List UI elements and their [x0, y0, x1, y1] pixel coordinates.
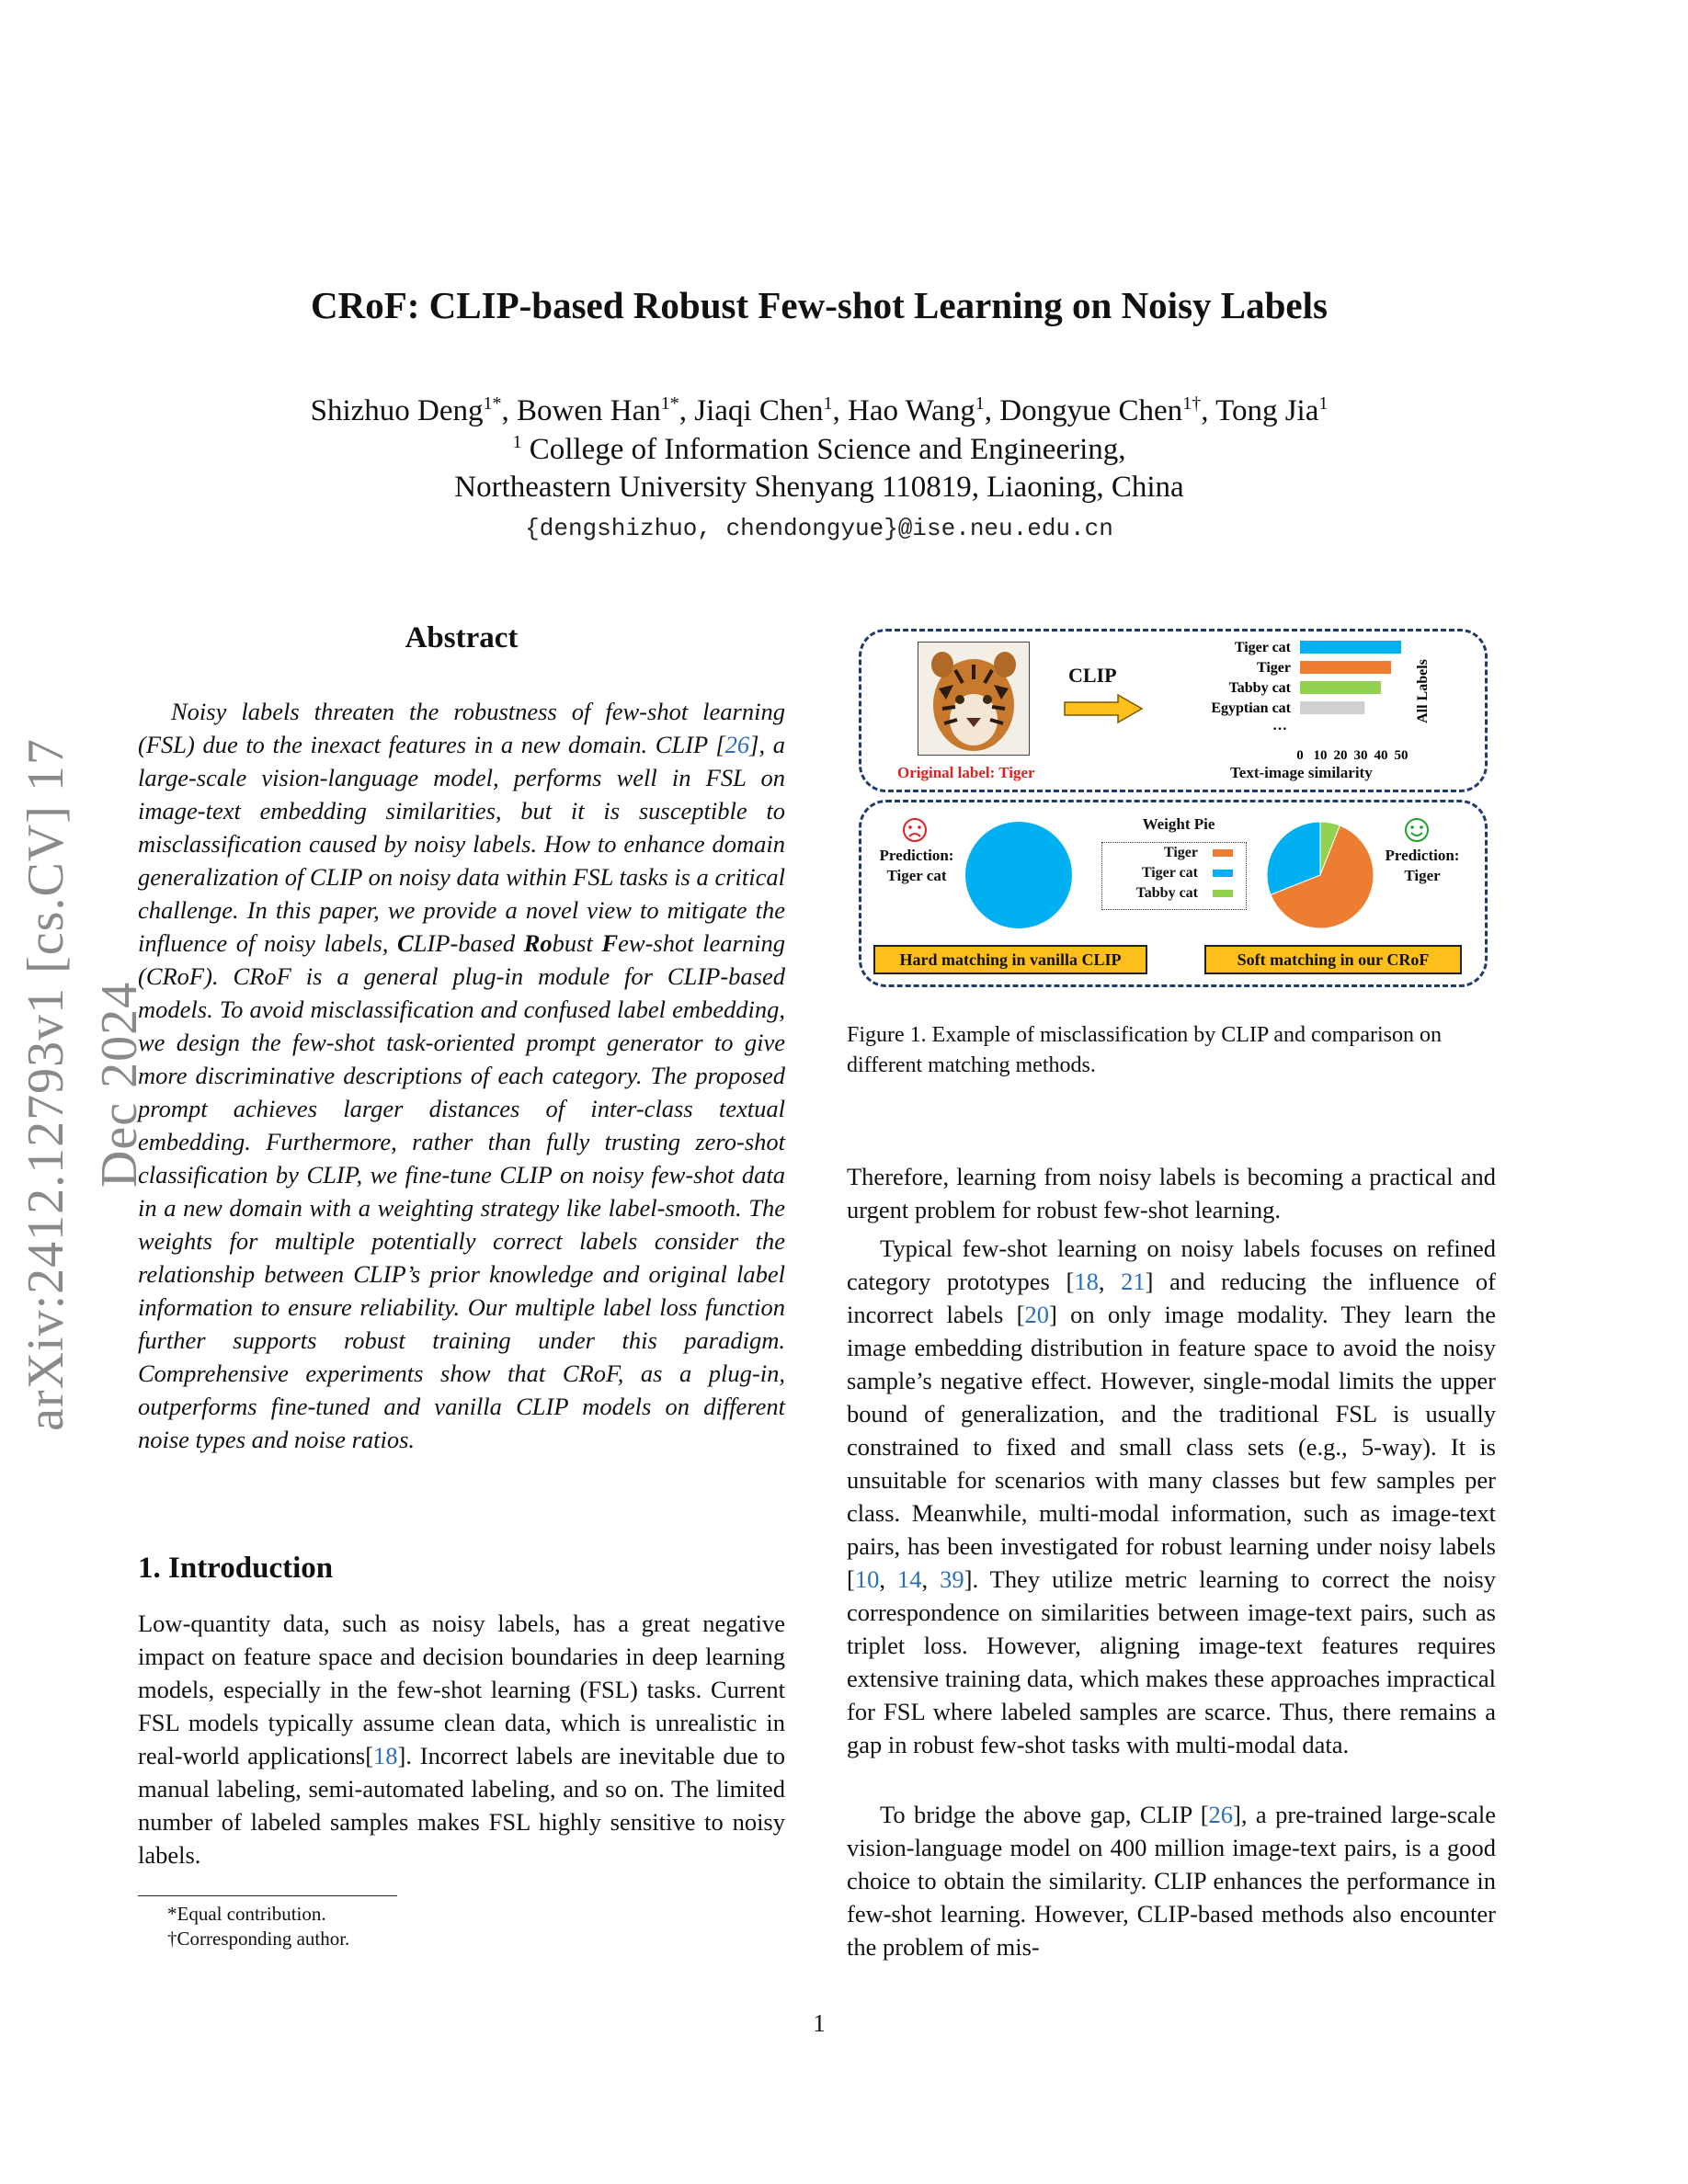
citation-link[interactable]: 26 — [724, 731, 750, 758]
figure-1-caption: Figure 1. Example of misclassification by CLIP and comparison on different matching methods. — [847, 1023, 1442, 1077]
bar-tick-label: 20 — [1333, 748, 1348, 763]
prediction-left — [872, 846, 962, 886]
bar-category-label: Egyptian cat — [1211, 700, 1291, 716]
bar-tick-label: 10 — [1313, 748, 1328, 763]
soft-matching-label: Soft matching in our CRoF — [1204, 945, 1462, 974]
bar — [1300, 701, 1364, 714]
paper-title: CRoF: CLIP-based Robust Few-shot Learning on Noisy Labels — [311, 284, 1328, 326]
bar-tick-label: 50 — [1394, 748, 1409, 763]
affiliation-line-2: Northeastern University Shenyang 110819, Liaoning, China — [454, 471, 1184, 504]
author-list: Shizhuo Deng$^{1*}$, Bowen Han$^{1*}$, Jiaqi Chen$^1$, Hao Wang$^1$, Dongyue Chen$^{1\dagger}$, Tong Jia$^1$ — [310, 393, 1329, 427]
affiliation-mark: 1 — [512, 432, 522, 452]
pie-legend-item — [1102, 883, 1246, 904]
author-mark: 1 — [975, 393, 985, 414]
arxiv-identifier: arXiv:2412.12793v1 [cs.CV] 17 Dec 2024 — [17, 738, 148, 1431]
citation-link[interactable]: 18 — [1074, 1268, 1099, 1295]
similarity-bar-chart — [1153, 634, 1456, 772]
pie-legend-swatch — [1213, 870, 1233, 877]
pie-chart-crof — [1263, 818, 1377, 932]
author-name: Hao Wang — [848, 394, 975, 427]
pie-legend-label: Tiger cat — [1141, 865, 1198, 881]
footnote-rule — [138, 1895, 397, 1896]
citation-link[interactable]: 21 — [1121, 1268, 1146, 1295]
author-name: Bowen Han — [517, 394, 661, 427]
affiliation-text-1: College of Information Science and Engineering, — [529, 433, 1126, 466]
original-label-text: Original label: Tiger — [897, 764, 1035, 781]
bar-category-label: Tabby cat — [1228, 680, 1291, 696]
citation-link[interactable]: 39 — [940, 1565, 964, 1593]
pie-legend-label: Tiger — [1163, 845, 1198, 860]
prediction-right-value: Tiger — [1404, 867, 1441, 884]
pie-legend-label: Tabby cat — [1135, 885, 1198, 901]
bar-category-label: Tiger cat — [1234, 640, 1291, 655]
author-name: Jiaqi Chen — [694, 394, 824, 427]
bar-tick-label: 30 — [1353, 748, 1368, 763]
pie-legend — [1101, 842, 1247, 910]
bar-tick-label: 40 — [1374, 748, 1388, 763]
citation-link[interactable]: 26 — [1208, 1801, 1234, 1828]
prediction-left-label: Prediction: — [879, 847, 954, 864]
happy-face-icon — [1403, 816, 1431, 844]
intro-paragraph-1: Low-quantity data, such as noisy labels, has a great negative impact on feature space and decision boundaries in deep learning models, especially in the few-shot learning (FSL) tasks. Current FSL models typically assume clean data, which is unrealistic in real-world applications[18]. Incorrect labels are inevitable due to manual labeling, semi-automated labeling, and so on. The limited number of labeled samples makes FSL highly sensitive to noisy labels. — [138, 1610, 786, 1869]
pie-legend-swatch — [1213, 890, 1233, 897]
similarity-axis-label: Text-image similarity — [1230, 764, 1373, 781]
clip-label: CLIP — [1068, 664, 1117, 687]
right-paragraph-3: To bridge the above gap, CLIP [26], a pre-trained large-scale vision-language model on 400 million image-text pairs, is a good choice to obtain the similarity. CLIP enhances the performance in few-shot learning. However, CLIP-based methods also encounter the problem of mis- — [847, 1801, 1496, 1961]
footnote-corresponding-author: †Corresponding author. — [167, 1928, 350, 1950]
citation-link[interactable]: 10 — [854, 1565, 880, 1593]
bar — [1300, 681, 1381, 694]
hard-matching-label: Hard matching in vanilla CLIP — [873, 945, 1147, 974]
page-number: 1 — [813, 2009, 826, 2037]
footnote-equal-contribution: *Equal contribution. — [167, 1903, 326, 1925]
author-name: Dongyue Chen — [999, 394, 1183, 427]
bar-tick-label: 0 — [1296, 748, 1304, 763]
prediction-right-label: Prediction: — [1385, 847, 1460, 864]
author-mark: 1* — [483, 393, 502, 414]
bar — [1300, 661, 1391, 674]
bar-ellipsis: … — [1272, 718, 1287, 734]
author-mark: 1* — [660, 393, 679, 414]
pie-legend-item — [1102, 843, 1246, 863]
arrow-right-icon — [1063, 693, 1146, 724]
weight-pie-title: Weight Pie — [1142, 815, 1215, 833]
pie-slice — [965, 822, 1072, 928]
citation-link[interactable]: 14 — [896, 1565, 922, 1593]
pie-chart-vanilla-clip — [962, 818, 1076, 932]
citation-link[interactable]: 20 — [1024, 1301, 1049, 1328]
prediction-right — [1377, 846, 1467, 886]
bar-axis-label-all-labels: All Labels — [1415, 659, 1431, 723]
pie-legend-item — [1102, 863, 1246, 883]
author-name: Tong Jia — [1215, 394, 1319, 427]
author-mark: 1† — [1182, 393, 1202, 414]
right-paragraph-2: Typical few-shot learning on noisy labels focuses on refined category prototypes [18, 21] and reducing the influence of incorrect labels [20] on only image modality. They learn the image embedding distribution in feature space to avoid the noisy sample’s negative effect. However, single-modal limits the upper bound of generalization, and the traditional FSL is usually constrained to fixed and small class sets (e.g., 5-way). It is unsuitable for scenarios with many classes but few samples per class. Meanwhile, multi-modal information, such as image-text pairs, has been investigated for robust learning under noisy labels [10, 14, 39]. They utilize metric learning to correct the noisy correspondence on similarities between image-text pairs, such as triplet loss. However, aligning image-text features requires extensive training data, which makes these approaches impractical for FSL where labeled samples are scarce. Thus, there remains a gap in robust few-shot tasks with multi-modal data. — [847, 1234, 1496, 1758]
author-name: Shizhuo Deng — [310, 394, 484, 427]
tiger-image — [918, 642, 1030, 756]
affiliation-line-1 — [0, 432, 1638, 467]
section-heading-introduction: 1. Introduction — [138, 1552, 334, 1585]
author-email[interactable]: {dengshizhuo, chendongyue}@ise.neu.edu.cn — [525, 515, 1113, 542]
author-mark: 1 — [823, 393, 833, 414]
citation-link[interactable]: 18 — [373, 1742, 398, 1769]
author-mark: 1 — [1318, 393, 1329, 414]
sad-face-icon — [901, 816, 929, 844]
figure-1 — [859, 629, 1488, 996]
right-paragraph-1: Therefore, learning from noisy labels is becoming a practical and urgent problem for robust few-shot learning. — [847, 1163, 1496, 1223]
abstract-text: Noisy labels threaten the robustness of few-shot learning (FSL) due to the inexact features in a new domain. CLIP [26], a large-scale vision-language model, performs well in FSL on image-text embedding similarities, but it is susceptible to misclassification caused by noisy labels. How to enhance domain generalization of CLIP on noisy data within FSL tasks is a critical challenge. In this paper, we provide a novel view to mitigate the influence of noisy labels, CLIP-based Robust Few-shot learning (CRoF). CRoF is a general plug-in module for CLIP-based models. To avoid misclassification and confused label embedding, we design the few-shot task-oriented prompt generator to give more discriminative descriptions of each category. The proposed prompt achieves larger distances of inter-class textual embedding. Furthermore, rather than fully trusting zero-shot classification by CLIP, we fine-tune CLIP on noisy few-shot data in a new domain with a weighting strategy like label-smooth. The weights for multiple potentially correct labels consider the relationship between CLIP’s prior knowledge and original label information to ensure reliability. Our multiple label loss function further supports robust training under this paradigm. Comprehensive experiments show that CRoF, as a plug-in, outperforms fine-tuned and vanilla CLIP models on different noise types and noise ratios. — [138, 698, 785, 1453]
bar — [1300, 641, 1401, 654]
prediction-left-value: Tiger cat — [886, 867, 947, 884]
bar-category-label: Tiger — [1256, 660, 1291, 676]
abstract-heading: Abstract — [405, 621, 519, 654]
pie-legend-swatch — [1213, 849, 1233, 857]
